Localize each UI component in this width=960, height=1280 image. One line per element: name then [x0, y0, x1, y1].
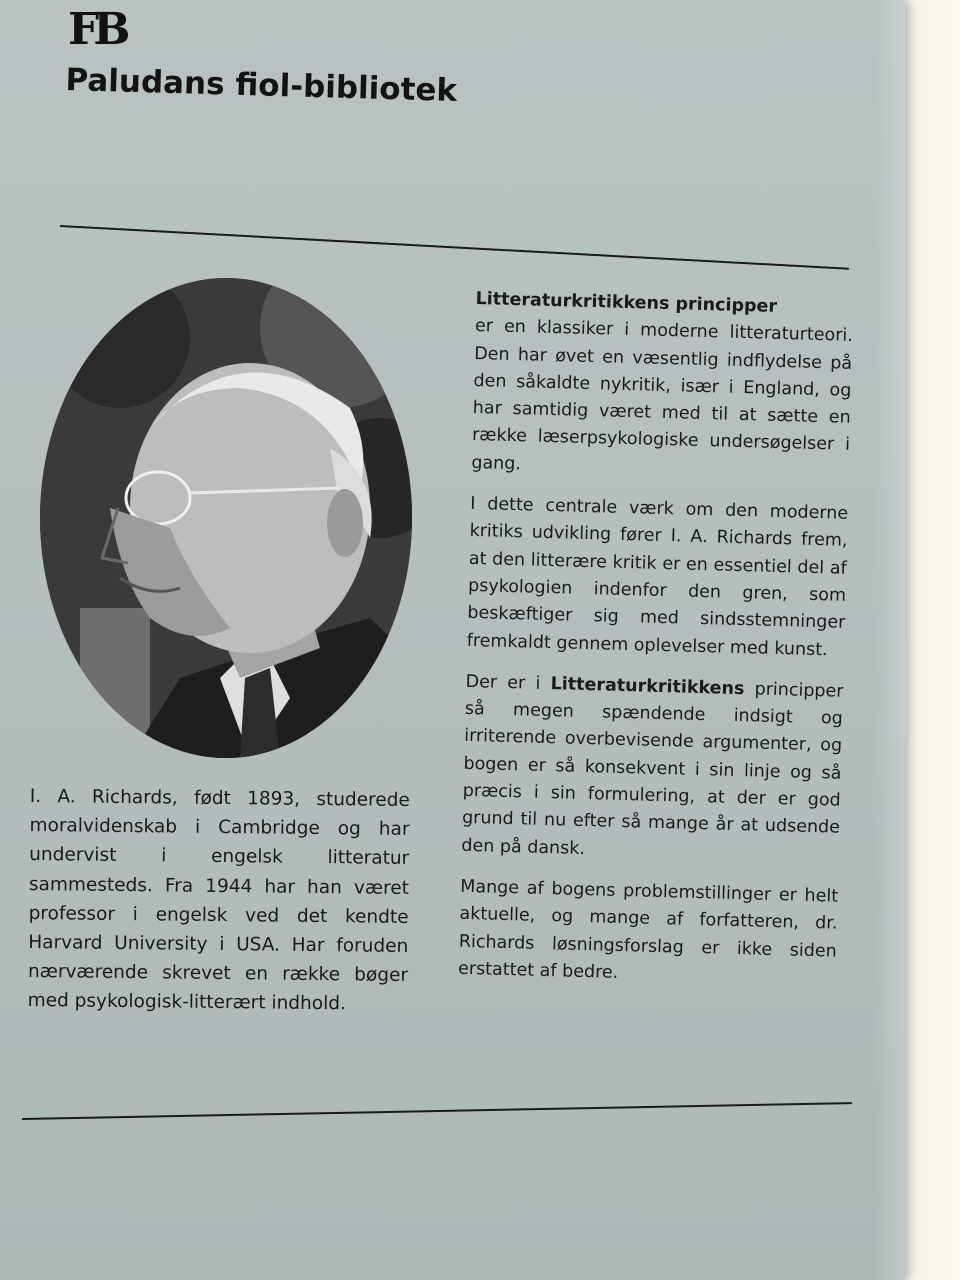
description-column	[457, 286, 853, 1007]
paragraph-1-text: er en klassiker i moderne litteraturteori. Den har øvet en væsentlig indflydelse på den såkaldte nykritik, især i England, og har samtidig været med til at sætte en række læserpsykologiske undersøgelser i gang.	[471, 316, 854, 475]
book-title: Litteraturkritikkens principper	[475, 288, 778, 317]
series-title: Paludans fiol-bibliotek	[64, 62, 458, 109]
paragraph-2: I dette centrale værk om den moderne kritiks udvikling fører I. A. Richards frem, at den litterære kritik er en essentiel del af psykologien indenfor den gren, som beskæftiger sig med sindsstemninger fremkaldt gennem oplevelser med kunst.	[466, 494, 849, 660]
author-bio: I. A. Richards, født 1893, studerede moralvidenskab i Cambridge og har undervist i engelsk litteratur sammesteds. Fra 1944 har han været professor i engelsk ved det kendte Harvard University i USA. Har foruden nærværende skrevet en række bøger med psykologisk-litterært indhold.	[27, 785, 410, 1015]
paragraph-3-suffix: principper så megen spændende indsigt og irriterende overbevisende argumenter, og bogen er så konsekvent i sin linje og så præcis i sin formulering, at der er god grund til nu efter så mange år at udsende den på dansk.	[461, 679, 844, 859]
paragraph-1	[471, 286, 854, 487]
paragraph-3	[461, 669, 844, 870]
publisher-logo: FB	[68, 4, 125, 55]
author-portrait	[40, 278, 412, 758]
top-rule	[60, 225, 849, 270]
paragraph-3-prefix: Der er i	[465, 671, 541, 694]
paragraph-4: Mange af bogens problemstillinger er helt aktuelle, og mange af forfatteren, dr. Richards løsningsforslag er ikke siden erstattet af bedre.	[457, 876, 839, 983]
portrait-photo	[40, 278, 412, 758]
bottom-rule	[22, 1102, 852, 1120]
paragraph-3-title: Litteraturkritikkens	[550, 673, 745, 700]
